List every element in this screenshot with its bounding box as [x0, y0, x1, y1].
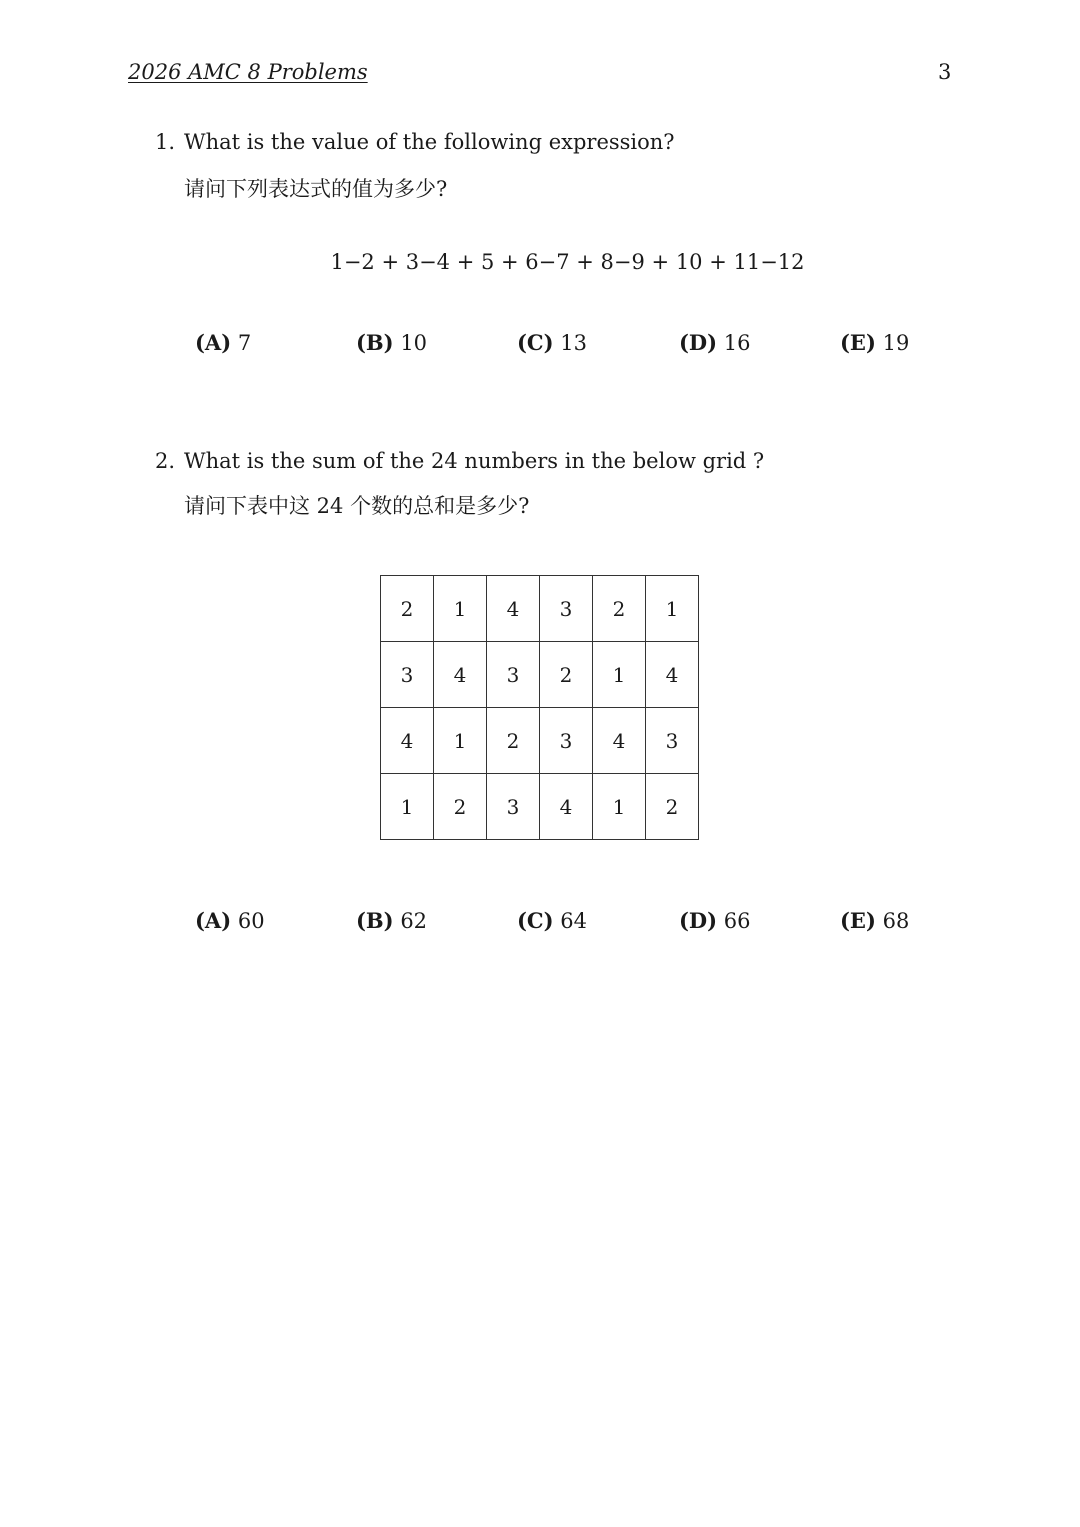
choice-b	[356, 908, 427, 933]
choice-value: 13	[560, 331, 588, 355]
choice-d	[679, 908, 751, 933]
grid-cell: 3	[381, 642, 434, 708]
choice-letter: (C)	[517, 330, 554, 355]
choice-d	[679, 330, 751, 355]
choice-a	[195, 330, 251, 355]
grid-cell: 2	[540, 642, 593, 708]
choice-c	[517, 908, 587, 933]
document-title: 2026 AMC 8 Problems	[128, 60, 368, 84]
choice-letter: (D)	[679, 908, 718, 933]
choice-e	[840, 330, 909, 355]
grid-cell: 4	[487, 576, 540, 642]
grid-cell: 4	[381, 708, 434, 774]
choice-value: 66	[723, 909, 751, 933]
choice-value: 19	[882, 331, 910, 355]
choice-letter: (E)	[840, 908, 876, 933]
grid-cell: 2	[487, 708, 540, 774]
choice-value: 64	[560, 909, 588, 933]
grid-row	[381, 708, 699, 774]
choice-value: 7	[237, 331, 252, 355]
choice-value: 10	[400, 331, 428, 355]
choice-letter: (A)	[195, 908, 232, 933]
problem-text-chinese: 请问下表中这 24 个数的总和是多少?	[184, 494, 530, 518]
choice-letter: (A)	[195, 330, 232, 355]
choice-letter: (C)	[517, 908, 554, 933]
problem-number: 2.	[155, 449, 176, 473]
grid-cell: 1	[434, 576, 487, 642]
grid-cell: 3	[540, 576, 593, 642]
math-expression: 1−2 + 3−4 + 5 + 6−7 + 8−9 + 10 + 11−12	[330, 250, 805, 274]
grid-row	[381, 774, 699, 840]
number-grid	[380, 575, 699, 840]
choice-letter: (B)	[356, 330, 394, 355]
choice-b	[356, 330, 427, 355]
grid-cell: 2	[434, 774, 487, 840]
choice-value: 62	[400, 909, 428, 933]
choice-letter: (D)	[679, 330, 718, 355]
grid-cell: 3	[487, 774, 540, 840]
choice-letter: (E)	[840, 330, 876, 355]
problem-text-english: What is the sum of the 24 numbers in the below grid ?	[184, 449, 765, 473]
choice-value: 60	[237, 909, 265, 933]
grid-row	[381, 642, 699, 708]
grid-cell: 1	[593, 642, 646, 708]
grid-cell: 4	[434, 642, 487, 708]
grid-cell: 2	[646, 774, 699, 840]
grid-row	[381, 576, 699, 642]
choice-e	[840, 908, 909, 933]
choice-a	[195, 908, 265, 933]
problem-number: 1.	[155, 130, 176, 154]
grid-cell: 4	[593, 708, 646, 774]
grid-cell: 3	[540, 708, 593, 774]
page-number: 3	[938, 60, 952, 84]
grid-cell: 1	[646, 576, 699, 642]
grid-cell: 4	[646, 642, 699, 708]
grid-cell: 3	[646, 708, 699, 774]
problem-text-chinese: 请问下列表达式的值为多少?	[184, 177, 448, 201]
grid-cell: 1	[593, 774, 646, 840]
choice-value: 68	[882, 909, 910, 933]
grid-cell: 2	[381, 576, 434, 642]
grid-cell: 3	[487, 642, 540, 708]
problem-text-english: What is the value of the following expression?	[184, 130, 675, 154]
grid-cell: 4	[540, 774, 593, 840]
choice-letter: (B)	[356, 908, 394, 933]
grid-cell: 1	[381, 774, 434, 840]
grid-cell: 2	[593, 576, 646, 642]
grid-cell: 1	[434, 708, 487, 774]
choice-value: 16	[723, 331, 751, 355]
choice-c	[517, 330, 587, 355]
